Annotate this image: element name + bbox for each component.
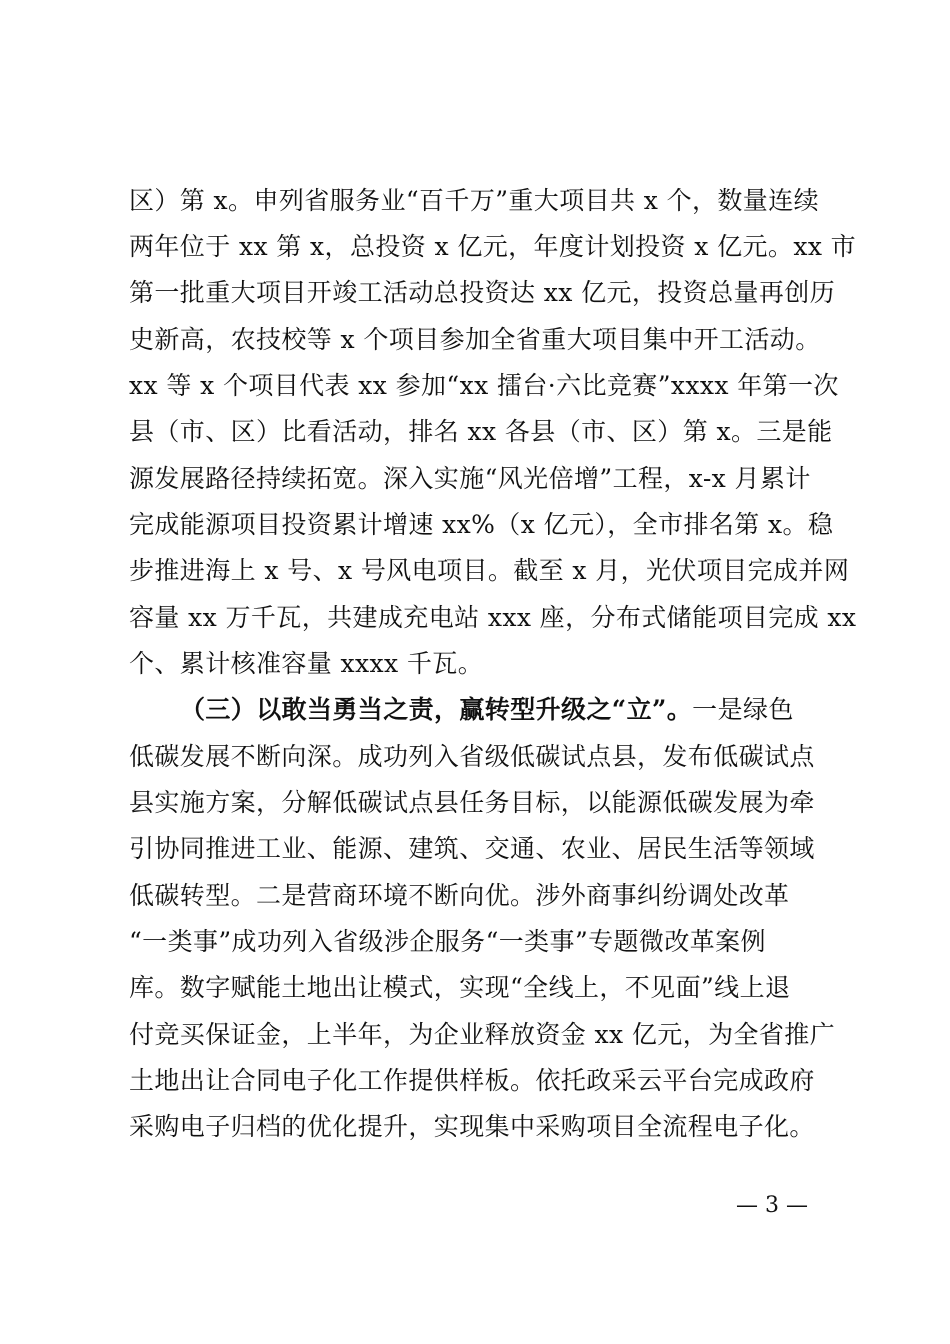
text-line: 第一批重大项目开竣工活动总投资达 xx 亿元，投资总量再创历	[129, 278, 836, 307]
text-line: 土地出让合同电子化工作提供样板。依托政采云平台完成政府	[129, 1066, 815, 1095]
section-three-first-line-text: 一是绿色	[692, 695, 794, 724]
text-line: 县（市、区）比看活动，排名 xx 各县（市、区）第 x。三是能	[129, 417, 833, 446]
text-line: 低碳转型。二是营商环境不断向优。涉外商事纠纷调处改革	[129, 881, 790, 910]
text-line: 低碳发展不断向深。成功列入省级低碳试点县，发布低碳试点	[129, 742, 815, 771]
text-line: xx 等 x 个项目代表 xx 参加“xx 擂台·六比竞赛”xxxx 年第一次	[129, 371, 839, 400]
text-line: 两年位于 xx 第 x，总投资 x 亿元，年度计划投资 x 亿元。xx 市	[129, 232, 857, 261]
text-line: 个、累计核准容量 xxxx 千瓦。	[129, 649, 484, 678]
text-line: 区）第 x。申列省服务业“百千万”重大项目共 x 个，数量连续	[129, 186, 820, 215]
section-three-heading: （三）以敢当勇当之责，赢转型升级之“立”。	[180, 695, 693, 724]
text-line: 步推进海上 x 号、x 号风电项目。截至 x 月，光伏项目完成并网	[129, 556, 850, 585]
text-line: 县实施方案，分解低碳试点县任务目标，以能源低碳发展为牵	[129, 788, 815, 817]
text-line: 容量 xx 万千瓦，共建成充电站 xxx 座，分布式储能项目完成 xx	[129, 603, 857, 632]
section-three-first-line	[180, 685, 794, 735]
text-line: 库。数字赋能土地出让模式，实现“全线上，不见面”线上退	[129, 973, 791, 1002]
text-line: “一类事”成功列入省级涉企服务“一类事”专题微改革案例	[129, 927, 766, 956]
text-line: 引协同推进工业、能源、建筑、交通、农业、居民生活等领域	[129, 834, 815, 863]
text-line: 源发展路径持续拓宽。深入实施“风光倍增”工程，x-x 月累计	[129, 464, 811, 493]
page-number: — 3 —	[736, 1193, 808, 1218]
text-line: 采购电子归档的优化提升，实现集中采购项目全流程电子化。	[129, 1112, 815, 1141]
text-line: 完成能源项目投资累计增速 xx%（x 亿元），全市排名第 x。稳	[129, 510, 834, 539]
text-line: 付竞买保证金，上半年，为企业释放资金 xx 亿元，为全省推广	[129, 1020, 836, 1049]
text-line: 史新高，农技校等 x 个项目参加全省重大项目集中开工活动。	[129, 325, 821, 354]
